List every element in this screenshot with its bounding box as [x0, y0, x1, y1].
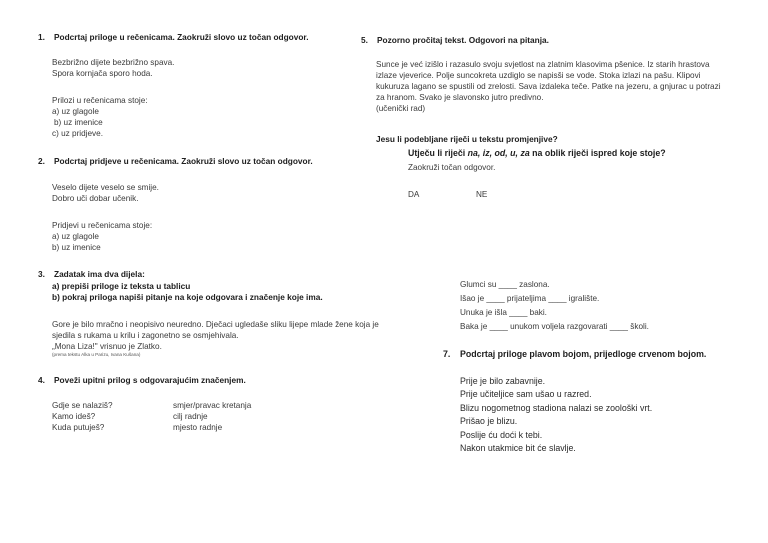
q1-sentence: Bezbrižno dijete bezbrižno spava. [52, 58, 175, 67]
q5-text-line: kukuruza lagano se spustili od zrelosti. Sava izdaleka teče. Patke na jezeru, a gnjurac u potrazi [376, 82, 721, 91]
q5-source: (učenički rad) [376, 104, 426, 113]
q6-text: prijateljima [504, 294, 549, 303]
q2-sentence: Dobro uči dobar učenik. [52, 194, 139, 203]
q7-title: Podcrtaj priloge plavom bojom, prijedloge crvenom bojom. [460, 349, 707, 359]
q6-blank[interactable]: ____ [498, 280, 517, 289]
q6-blank[interactable]: ____ [548, 294, 567, 303]
q2-option-b[interactable]: b) uz imenice [52, 243, 101, 252]
q5-question-b-pre: Utječu li riječi [408, 148, 468, 158]
q4-question[interactable]: Kuda putuješ? [52, 423, 105, 432]
q5-text [376, 59, 721, 114]
q5-text-line: Sunce je već izišlo i razasulo svoju svjetlost na zlatnim klasovima pšenice. Iz starih hrastova [376, 60, 710, 69]
q1-title: Podcrtaj priloge u rečenicama. Zaokruži slovo uz točan odgovor. [54, 32, 309, 42]
q2-sentence: Veselo dijete veselo se smije. [52, 183, 159, 192]
q1-option-a[interactable]: a) uz glagole [52, 107, 99, 116]
q5-number: 5. [361, 35, 368, 45]
q4-meaning[interactable]: cilj radnje [173, 412, 208, 421]
q6-blank[interactable]: ____ [509, 308, 528, 317]
q1-prompt: Prilozi u rečenicama stoje: [52, 96, 148, 105]
q6-text: Unuka je išla [460, 308, 510, 317]
q6-text: Glumci su [460, 280, 499, 289]
q6-text: Baka je [460, 322, 490, 331]
q7-sentence: Prije učiteljice sam ušao u razred. [460, 389, 592, 400]
q3-text-line: „Mona Liza!" vrisnuo je Zlatko. [52, 342, 162, 351]
q5-question-b-sub: Zaokruži točan odgovor. [408, 163, 496, 172]
q5-question-b [408, 147, 666, 159]
q5-text-line: izlaze vjeverice. Polje suncokreta uzdiglo se napisši se vode. Stoka izlazi na pašu. Klipovi [376, 71, 701, 80]
q6-text: igralište. [566, 294, 600, 303]
q7-sentences [460, 375, 652, 455]
q6-line [460, 279, 649, 290]
q4-meanings [173, 400, 251, 433]
q2-title-row [38, 156, 313, 167]
q1-number: 1. [38, 32, 45, 42]
q4-questions [52, 400, 113, 433]
q7-number: 7. [443, 349, 451, 359]
q3-source: (prema tekstu Alka u Parizu, Ivana Kušana) [52, 352, 141, 357]
q3-title: Zadatak ima dva dijela: [54, 269, 145, 279]
q2-options-block [52, 220, 152, 253]
q5-answer-yes[interactable]: DA [408, 190, 420, 199]
q7-sentence: Blizu nogometnog stadiona nalazi se zoološki vrt. [460, 402, 653, 413]
q6-text: baki. [527, 308, 547, 317]
q1-title-row [38, 32, 309, 43]
q6-line [460, 307, 649, 318]
q3-part-b: b) pokraj priloga napiši pitanje na koje odgovara i značenje koje ima. [52, 292, 323, 302]
q5-question-b-post: na oblik riječi ispred koje stoje? [529, 148, 666, 158]
q4-question[interactable]: Gdje se nalaziš? [52, 401, 113, 410]
q5-text-line: za hranom. Svako je slavonsko jutro predivno. [376, 93, 544, 102]
q4-title-row [38, 375, 246, 386]
q2-prompt: Pridjevi u rečenicama stoje: [52, 221, 153, 230]
q3-text [52, 319, 379, 358]
q3-text-line: sjedila s rukama u krilu i zagonetno se osmjehivala. [52, 331, 239, 340]
q1-option-c[interactable]: c) uz pridjeve. [52, 129, 103, 138]
q5-answer-no[interactable]: NE [476, 190, 488, 199]
q4-title: Poveži upitni prilog s odgovarajućim značenjem. [54, 375, 246, 385]
q2-sentences [52, 182, 159, 204]
q6-blank[interactable]: ____ [486, 294, 505, 303]
q3-title-row [38, 269, 145, 280]
q5-question-a: Jesu li podebljane riječi u tekstu promjenjive? [376, 134, 558, 144]
q7-sentence: Poslije ću doći k tebi. [460, 429, 543, 440]
q6-fill-block [460, 279, 649, 332]
q2-number: 2. [38, 156, 45, 166]
q5-question-b-words: na, iz, od, u, za [467, 148, 530, 158]
q7-sentence: Nakon utakmice bit će slavlje. [460, 443, 576, 454]
q6-text: zaslona. [516, 280, 550, 289]
q5-title-row [361, 35, 549, 46]
q5-title: Pozorno pročitaj tekst. Odgovori na pitanja. [377, 35, 549, 45]
q4-meaning[interactable]: smjer/pravac kretanja [173, 401, 252, 410]
q4-meaning[interactable]: mjesto radnje [173, 423, 223, 432]
q3-text-line: Gore je bilo mračno i neopisivo neuredno. Dječaci ugledaše sliku lijepe mlade žene koja je [52, 320, 379, 329]
q1-sentence: Spora kornjača sporo hoda. [52, 69, 153, 78]
q2-title: Podcrtaj pridjeve u rečenicama. Zaokruži slovo uz točan odgovor. [54, 156, 313, 166]
q6-text: Išao je [460, 294, 487, 303]
q4-number: 4. [38, 375, 45, 385]
q7-title-row [443, 348, 706, 360]
q1-option-b[interactable]: b) uz imenice [54, 118, 103, 127]
q7-sentence: Prije je bilo zabavnije. [460, 376, 546, 386]
q2-option-a[interactable]: a) uz glagole [52, 232, 99, 241]
q6-line [460, 321, 649, 332]
q6-blank[interactable]: ____ [489, 322, 508, 331]
q3-number: 3. [38, 269, 45, 279]
q1-sentences [52, 57, 174, 79]
q6-line [460, 293, 649, 304]
q3-part-a: a) prepiši priloge iz teksta u tablicu [52, 281, 191, 291]
q3-parts [52, 281, 323, 303]
q7-sentence: Prišao je blizu. [460, 416, 518, 427]
q4-question[interactable]: Kamo ideš? [52, 412, 96, 421]
q6-blank[interactable]: ____ [609, 322, 628, 331]
q6-text: školi. [627, 322, 649, 331]
q6-text: unukom voljela razgovarati [507, 322, 610, 331]
q1-options-block [52, 95, 148, 139]
